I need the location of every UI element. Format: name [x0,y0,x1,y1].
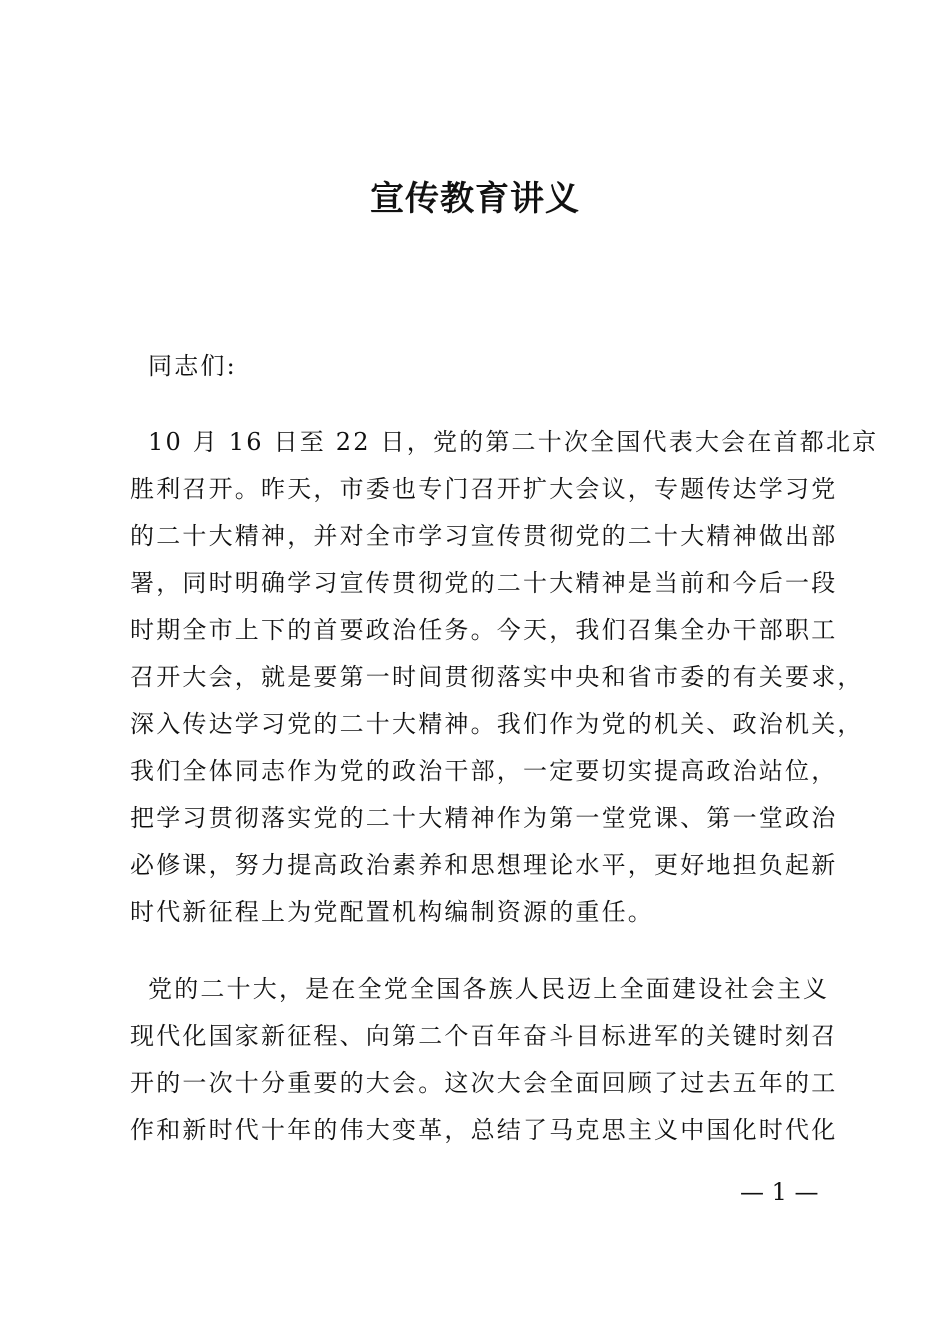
paragraph-line: 开的一次十分重要的大会。这次大会全面回顾了过去五年的工 [130,1069,838,1097]
paragraph-line: 把学习贯彻落实党的二十大精神作为第一堂党课、第一堂政治 [130,804,838,832]
paragraph-line: 署，同时明确学习宣传贯彻党的二十大精神是当前和今后一段 [130,569,838,597]
paragraph-line: 时代新征程上为党配置机构编制资源的重任。 [130,898,654,926]
document-title: 宣传教育讲义 [370,179,580,219]
paragraph-line: 我们全体同志作为党的政治干部，一定要切实提高政治站位， [130,757,838,785]
paragraph-line: 的二十大精神，并对全市学习宣传贯彻党的二十大精神做出部 [130,522,838,550]
paragraph-line: 现代化国家新征程、向第二个百年奋斗目标进军的关键时刻召 [130,1022,838,1050]
paragraph-line: 必修课，努力提高政治素养和思想理论水平，更好地担负起新 [130,851,838,879]
page-number: — 1 — [740,1178,819,1206]
paragraph-line: 作和新时代十年的伟大变革，总结了马克思主义中国化时代化 [130,1116,838,1144]
paragraph-line: 召开大会，就是要第一时间贯彻落实中央和省市委的有关要求， [130,663,864,691]
paragraph-line: 胜利召开。昨天，市委也专门召开扩大会议，专题传达学习党 [130,475,838,503]
paragraph-line: 深入传达学习党的二十大精神。我们作为党的机关、政治机关， [130,710,864,738]
paragraph-line: 10 月 16 日至 22 日，党的第二十次全国代表大会在首都北京 [148,428,879,456]
paragraph-line: 党的二十大，是在全党全国各族人民迈上全面建设社会主义 [148,975,830,1003]
salutation: 同志们: [148,352,237,380]
paragraph-line: 时期全市上下的首要政治任务。今天，我们召集全办干部职工 [130,616,838,644]
